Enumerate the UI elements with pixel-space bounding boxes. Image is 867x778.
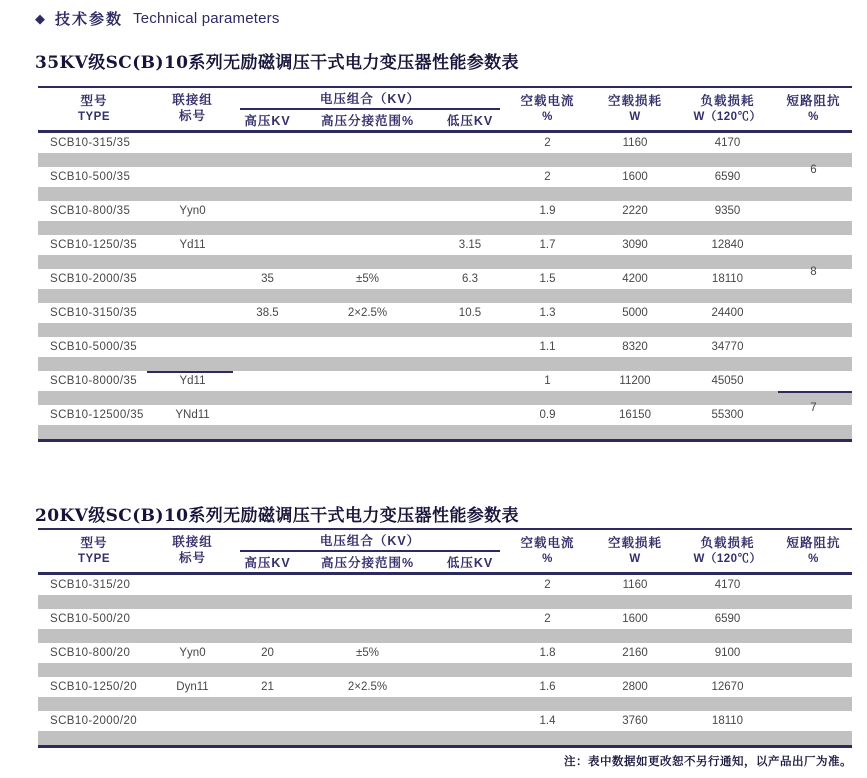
table-row <box>38 677 852 697</box>
cell-p0: 1160 <box>622 579 648 591</box>
col-header-voltage-group-label: 电压组合（KV） <box>319 92 421 106</box>
col-header-voltage-group <box>240 530 500 552</box>
col-header-vector-line1: 联接组 <box>172 535 213 550</box>
cell-p0: 2220 <box>622 205 648 217</box>
table-row <box>38 575 852 595</box>
col-header-voltage-group-label: 电压组合（KV） <box>319 534 421 548</box>
table1-header <box>38 86 852 133</box>
cell-pk: 34770 <box>711 341 744 353</box>
col-header-lv: 低压KV <box>446 556 494 570</box>
cell-pk: 4170 <box>714 137 741 149</box>
cell-p0: 2160 <box>622 647 648 659</box>
cell-pk: 45050 <box>711 375 744 387</box>
cell-uk: 8 <box>810 266 817 278</box>
cell-border-line <box>147 371 233 373</box>
table-row <box>38 303 852 323</box>
cell-p0: 5000 <box>622 307 648 319</box>
table2-body <box>38 575 852 745</box>
row-stripe <box>38 153 852 167</box>
table-row <box>38 164 852 187</box>
cell-i0: 2 <box>544 579 551 591</box>
section-heading <box>35 8 280 29</box>
row-stripe <box>38 323 852 337</box>
cell-hv: 38.5 <box>256 307 279 319</box>
col-header-hv: 高压KV <box>244 114 291 128</box>
table1-title: 35KV级SC(B)10系列无励磁调压干式电力变压器性能参数表 <box>35 53 519 73</box>
cell-uk: 7 <box>810 402 817 414</box>
cell-p0: 1600 <box>622 171 648 183</box>
cell-pk: 12670 <box>711 681 744 693</box>
cell-type: SCB10-800/35 <box>50 205 131 217</box>
row-stripe <box>38 425 852 439</box>
cell-p0: 3090 <box>622 239 648 251</box>
row-stripe <box>38 221 852 235</box>
col-header-no-load-current: 空载电流 % <box>520 536 575 565</box>
table-row <box>38 371 852 391</box>
col-header-tap-range: 高压分接范围% <box>320 114 415 128</box>
table2-title: 20KV级SC(B)10系列无励磁调压干式电力变压器性能参数表 <box>35 506 519 526</box>
cell-type: SCB10-500/35 <box>50 171 131 183</box>
cell-pk: 55300 <box>711 409 744 421</box>
cell-type: SCB10-1250/20 <box>50 681 138 693</box>
col-header-load-loss: 负载损耗 W（120℃） <box>693 536 762 565</box>
cell-type: SCB10-12500/35 <box>50 409 144 421</box>
col-header-no-load-loss: 空载损耗 W <box>607 536 662 565</box>
row-stripe <box>38 629 852 643</box>
cell-i0: 1.7 <box>539 239 556 251</box>
col-header-lv: 低压KV <box>446 114 494 128</box>
col-header-vector-line2: 标号 <box>178 551 206 565</box>
col-header-type-zh: 型号 <box>80 94 108 108</box>
table-row <box>38 133 852 153</box>
cell-i0: 1.4 <box>539 715 556 727</box>
cell-i0: 1.1 <box>539 341 556 353</box>
col-header-type <box>38 88 150 130</box>
cell-tap: ±5% <box>356 273 379 285</box>
cell-i0: 0.9 <box>539 409 556 421</box>
row-stripe <box>38 595 852 609</box>
table1-bottom-rule <box>38 439 852 442</box>
section-title-en: Technical parameters <box>133 10 280 27</box>
cell-pk: 6590 <box>714 613 741 625</box>
cell-type: SCB10-315/20 <box>50 579 131 591</box>
cell-i0: 2 <box>544 171 551 183</box>
cell-i0: 1.8 <box>539 647 556 659</box>
row-stripe <box>38 357 852 371</box>
col-header-vector-line2: 标号 <box>178 109 206 123</box>
row-stripe <box>38 187 852 201</box>
cell-uk: 6 <box>810 164 817 176</box>
col-header-type <box>38 530 150 572</box>
cell-tap: ±5% <box>356 647 379 659</box>
cell-pk: 24400 <box>711 307 744 319</box>
cell-pk: 18110 <box>711 273 744 285</box>
cell-hv: 21 <box>261 681 274 693</box>
cell-pk: 18110 <box>711 715 744 727</box>
cell-vector: YNd11 <box>175 409 210 421</box>
cell-p0: 4200 <box>622 273 648 285</box>
cell-i0: 1.3 <box>539 307 556 319</box>
cell-border-line <box>778 391 852 393</box>
cell-hv: 20 <box>261 647 274 659</box>
cell-pk: 9350 <box>714 205 741 217</box>
table2-header <box>38 528 852 575</box>
cell-p0: 1600 <box>622 613 648 625</box>
cell-lv: 6.3 <box>462 273 478 285</box>
row-stripe <box>38 289 852 303</box>
cell-tap: 2×2.5% <box>347 681 388 693</box>
cell-vector: Yyn0 <box>179 205 206 217</box>
row-stripe <box>38 731 852 745</box>
cell-type: SCB10-2000/20 <box>50 715 138 727</box>
col-header-load-loss: 负载损耗 W（120℃） <box>693 94 762 123</box>
cell-p0: 1160 <box>622 137 648 149</box>
cell-p0: 11200 <box>619 375 651 387</box>
table-row <box>38 201 852 221</box>
cell-p0: 2800 <box>622 681 648 693</box>
cell-p0: 3760 <box>622 715 648 727</box>
table-row <box>38 643 852 663</box>
col-header-voltage-group <box>240 88 500 110</box>
cell-i0: 1.5 <box>539 273 556 285</box>
cell-vector: Dyn11 <box>176 681 209 693</box>
cell-pk: 6590 <box>714 171 741 183</box>
col-header-vector-group <box>150 530 235 572</box>
col-header-impedance: 短路阻抗 % <box>786 536 841 565</box>
cell-pk: 12840 <box>711 239 744 251</box>
section-title-zh: 技术参数 <box>55 11 124 28</box>
cell-type: SCB10-315/35 <box>50 137 131 149</box>
col-header-vector-group <box>150 88 235 130</box>
cell-i0: 1 <box>544 375 551 387</box>
cell-hv: 35 <box>261 273 274 285</box>
col-header-no-load-current: 空载电流 % <box>520 94 575 123</box>
table2-bottom-rule <box>38 745 852 748</box>
cell-p0: 8320 <box>622 341 648 353</box>
footer-note: 注：表中数据如更改恕不另行通知，以产品出厂为准。 <box>564 756 852 768</box>
cell-i0: 2 <box>544 613 551 625</box>
col-header-type-en: TYPE <box>77 552 111 565</box>
cell-i0: 1.6 <box>539 681 556 693</box>
cell-vector: Yd11 <box>179 239 206 251</box>
cell-vector: Yyn0 <box>179 647 206 659</box>
table1-35kv <box>38 86 852 442</box>
col-header-hv: 高压KV <box>244 556 291 570</box>
cell-type: SCB10-1250/35 <box>50 239 138 251</box>
cell-pk: 9100 <box>714 647 741 659</box>
cell-tap: 2×2.5% <box>347 307 388 319</box>
cell-lv: 10.5 <box>458 307 482 319</box>
cell-p0: 16150 <box>619 409 651 421</box>
table-row <box>38 711 852 731</box>
row-stripe <box>38 663 852 677</box>
col-header-impedance: 短路阻抗 % <box>786 94 841 123</box>
cell-lv: 3.15 <box>458 239 482 251</box>
table1-body <box>38 133 852 439</box>
col-header-no-load-loss: 空载损耗 W <box>607 94 662 123</box>
table-row <box>38 609 852 629</box>
row-stripe <box>38 255 852 269</box>
col-header-vector-line1: 联接组 <box>172 93 213 108</box>
table-row <box>38 402 852 425</box>
col-header-type-en: TYPE <box>77 110 111 123</box>
cell-i0: 1.9 <box>539 205 556 217</box>
cell-i0: 2 <box>544 137 551 149</box>
cell-pk: 4170 <box>714 579 741 591</box>
col-header-tap-range: 高压分接范围% <box>320 556 415 570</box>
cell-type: SCB10-3150/35 <box>50 307 138 319</box>
cell-vector: Yd11 <box>179 375 206 387</box>
cell-type: SCB10-800/20 <box>50 647 131 659</box>
cell-type: SCB10-5000/35 <box>50 341 138 353</box>
table-row <box>38 337 852 357</box>
cell-type: SCB10-8000/35 <box>50 375 138 387</box>
diamond-bullet-icon: ◆ <box>35 11 45 26</box>
row-stripe <box>38 697 852 711</box>
cell-type: SCB10-500/20 <box>50 613 131 625</box>
table2-20kv <box>38 528 852 748</box>
table-row <box>38 235 852 255</box>
cell-type: SCB10-2000/35 <box>50 273 138 285</box>
col-header-type-zh: 型号 <box>80 536 108 550</box>
row-stripe <box>38 391 852 405</box>
table-row <box>38 266 852 289</box>
